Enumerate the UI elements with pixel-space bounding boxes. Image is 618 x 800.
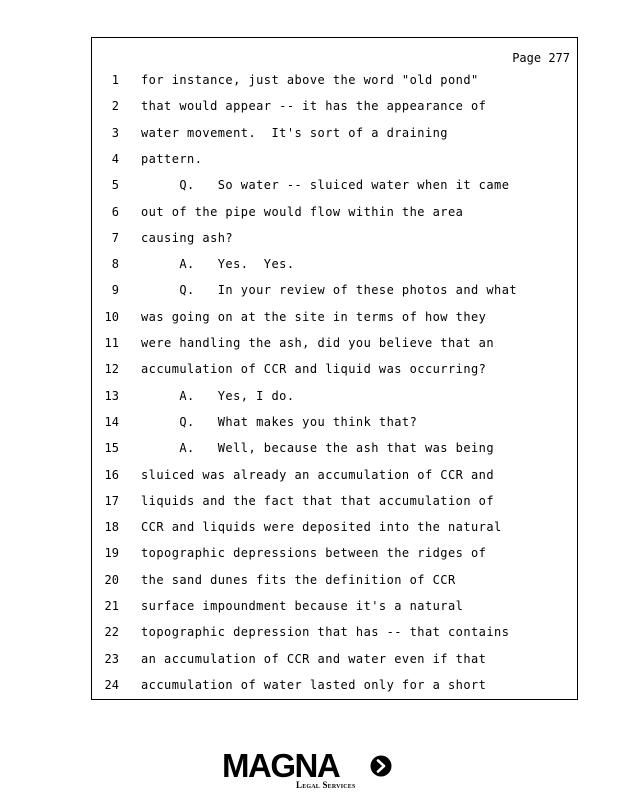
transcript-line <box>92 360 577 378</box>
line-number: 1 <box>111 73 119 87</box>
transcript-line <box>92 71 577 89</box>
transcript-line <box>92 676 577 694</box>
line-text: causing ash? <box>141 230 234 245</box>
line-text: accumulation of water lasted only for a short <box>141 677 487 692</box>
transcript-line <box>92 466 577 484</box>
line-number: 8 <box>111 257 119 272</box>
line-number: 3 <box>111 125 119 140</box>
line-number: 10 <box>104 309 119 324</box>
line-number: 5 <box>111 178 119 193</box>
line-number: 24 <box>104 677 119 692</box>
transcript-line <box>92 124 577 142</box>
line-text: for instance, just above the word "old pond" <box>141 73 479 87</box>
transcript-line <box>92 176 577 194</box>
transcript-line <box>92 597 577 615</box>
line-text: Q. What makes you think that? <box>141 414 418 429</box>
line-text: sluiced was already an accumulation of CCR and <box>141 467 495 482</box>
line-number: 18 <box>104 520 119 535</box>
line-number: 12 <box>104 362 119 377</box>
line-number: 11 <box>104 336 119 350</box>
line-text: A. Well, because the ash that was being <box>141 441 495 456</box>
transcript-line <box>92 387 577 405</box>
line-text: A. Yes. Yes. <box>141 257 295 272</box>
line-text: topographic depressions between the ridges of <box>141 546 487 561</box>
line-number: 19 <box>104 546 119 561</box>
magna-logo <box>222 748 402 794</box>
line-number: 2 <box>111 99 119 114</box>
transcript-line <box>92 229 577 247</box>
transcript-line <box>92 150 577 168</box>
line-text: pattern. <box>141 151 203 166</box>
line-text: surface impoundment because it's a natural <box>141 599 464 613</box>
transcript-line <box>92 413 577 431</box>
line-number: 16 <box>104 467 119 482</box>
line-text: an accumulation of CCR and water even if that <box>141 651 487 666</box>
line-number: 4 <box>111 151 119 166</box>
line-number: 6 <box>111 204 119 219</box>
line-text: CCR and liquids were deposited into the natural <box>141 520 502 535</box>
line-text: Q. In your review of these photos and what <box>141 283 518 298</box>
line-text: accumulation of CCR and liquid was occurring? <box>141 362 487 377</box>
transcript-line <box>92 308 577 326</box>
transcript-line <box>92 255 577 273</box>
line-text: out of the pipe would flow within the area <box>141 204 464 219</box>
transcript-line <box>92 544 577 562</box>
line-number: 17 <box>104 493 119 508</box>
line-number: 14 <box>104 414 119 429</box>
logo-subtitle: Legal Services <box>296 780 356 790</box>
transcript-line <box>92 650 577 668</box>
logo-wordmark: MAGNA <box>222 747 340 784</box>
chevron-right-circle-icon <box>370 755 392 777</box>
line-text: topographic depression that has -- that contains <box>141 625 510 640</box>
transcript-line <box>92 439 577 457</box>
line-text: were handling the ash, did you believe that an <box>141 336 495 350</box>
transcript-line <box>92 334 577 352</box>
page-number: Page 277 <box>512 51 570 65</box>
line-text: the sand dunes fits the definition of CCR <box>141 572 456 587</box>
line-number: 7 <box>111 230 119 245</box>
transcript-line <box>92 571 577 589</box>
line-text: water movement. It's sort of a draining <box>141 125 448 140</box>
line-number: 22 <box>104 625 119 640</box>
transcript-line <box>92 203 577 221</box>
line-text: liquids and the fact that that accumulation of <box>141 493 495 508</box>
transcript-line <box>92 518 577 536</box>
line-number: 15 <box>104 441 119 456</box>
transcript-line <box>92 623 577 641</box>
transcript-page <box>91 37 578 700</box>
line-text: that would appear -- it has the appearance of <box>141 99 487 114</box>
line-text: Q. So water -- sluiced water when it came <box>141 178 510 193</box>
line-number: 13 <box>104 388 119 403</box>
line-text: A. Yes, I do. <box>141 388 295 403</box>
transcript-line <box>92 97 577 115</box>
transcript-line <box>92 281 577 299</box>
line-text: was going on at the site in terms of how they <box>141 309 487 324</box>
line-number: 9 <box>111 283 119 298</box>
transcript-line <box>92 492 577 510</box>
line-number: 20 <box>104 572 119 587</box>
line-number: 23 <box>104 651 119 666</box>
line-number: 21 <box>104 599 119 613</box>
